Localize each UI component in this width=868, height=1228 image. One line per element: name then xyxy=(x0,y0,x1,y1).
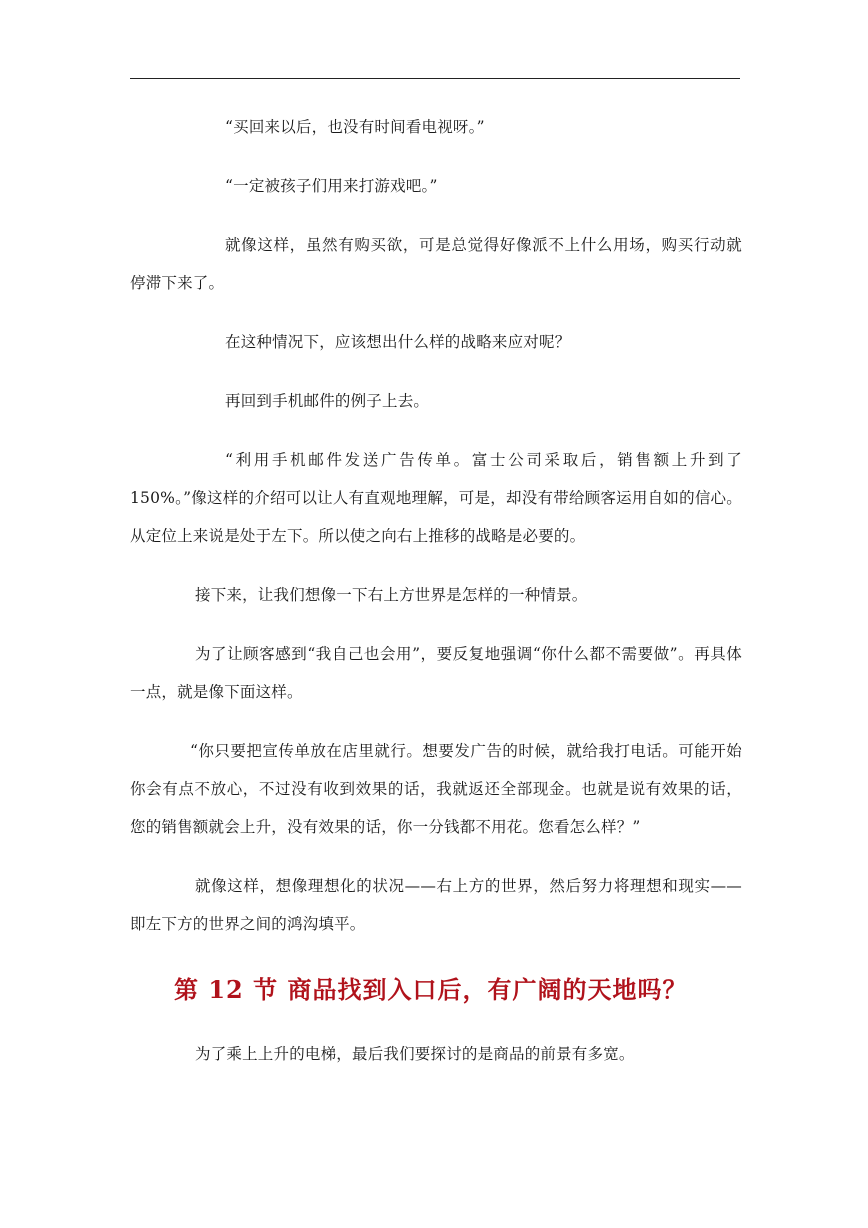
paragraph-quote-kids-games: “一定被孩子们用来打游戏吧。” xyxy=(225,177,438,195)
section-heading: 第 12 节 商品找到入口后，有广阔的天地吗？ xyxy=(174,975,688,1004)
paragraph-fuji-example: “利用手机邮件发送广告传单。富士公司采取后，销售额上升到了 150%。”像这样的介绍可以让人有直观地理解，可是，却没有带给顾客运用自如的信心。从定位上来说是处于左下。所以使之向右上推移的战略是必要的。 xyxy=(130,451,742,545)
paragraph-flyer-quote: “你只要把宣传单放在店里就行。想要发广告的时候，就给我打电话。可能开始你会有点不放心，不过没有收到效果的话，我就返还全部现金。也就是说有效果的话，您的销售额就会上升，没有效果的话，你一分钱都不用花。您看怎么样？” xyxy=(130,742,742,836)
paragraph-strategy-question: 在这种情况下，应该想出什么样的战略来应对呢？ xyxy=(225,333,571,351)
paragraph-emphasize-nothing-needed: 为了让顾客感到“我自己也会用”，要反复地强调“你什么都不需要做”。再具体一点，就是像下面这样。 xyxy=(130,645,742,701)
header-rule xyxy=(130,78,740,79)
paragraph-purchase-stalls: 就像这样，虽然有购买欲，可是总觉得好像派不上什么用场，购买行动就停滞下来了。 xyxy=(130,236,742,292)
paragraph-quote-no-time: “买回来以后，也没有时间看电视呀。” xyxy=(225,118,485,136)
paragraph-product-prospects: 为了乘上上升的电梯，最后我们要探讨的是商品的前景有多宽。 xyxy=(195,1045,635,1063)
paragraph-mobile-mail-example: 再回到手机邮件的例子上去。 xyxy=(225,392,430,410)
page-content xyxy=(130,108,742,1094)
paragraph-bridge-gap: 就像这样，想像理想化的状况——右上方的世界，然后努力将理想和现实——即左下方的世界之间的鸿沟填平。 xyxy=(130,877,742,933)
paragraph-imagine-upper-right: 接下来，让我们想像一下右上方世界是怎样的一种情景。 xyxy=(195,586,588,604)
